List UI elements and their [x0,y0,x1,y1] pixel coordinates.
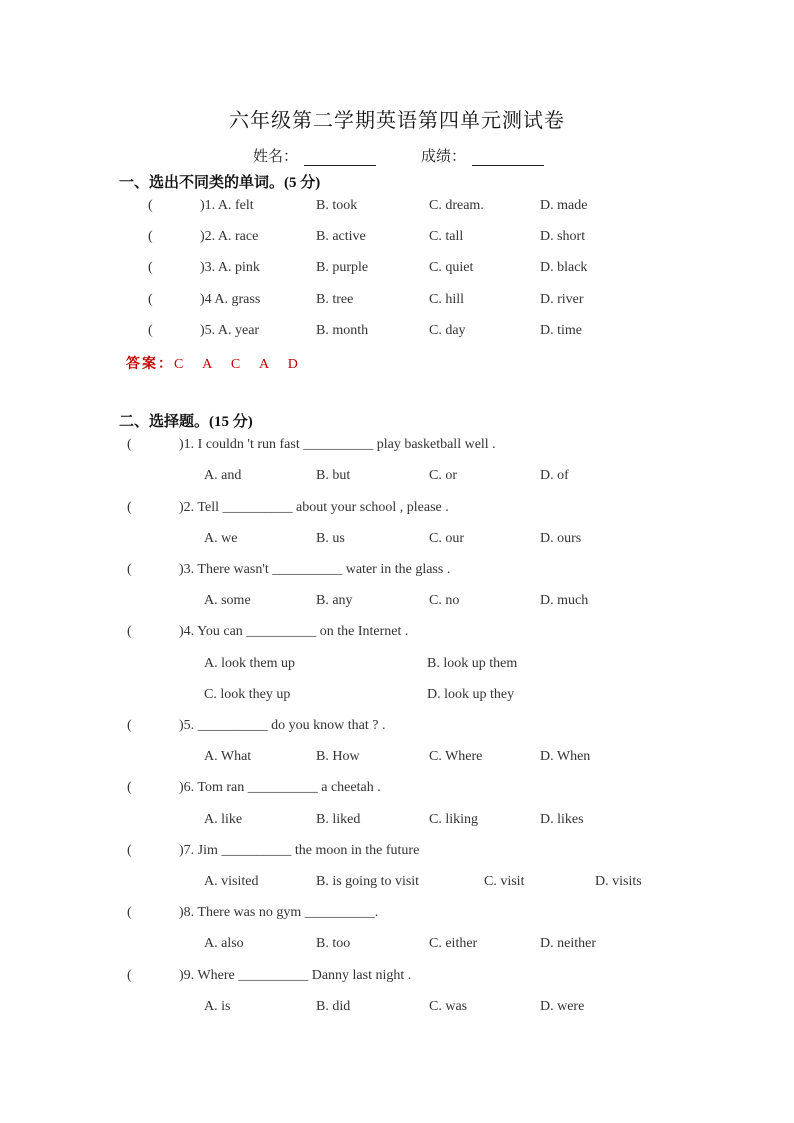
s1-item-option-a: )3. A. pink [200,260,260,275]
score-blank[interactable] [472,151,544,166]
s1-item-option-d: D. river [540,292,584,307]
option-a: A. visited [204,874,259,889]
answer-paren[interactable]: ( [148,260,153,275]
s1-item-option-c: C. day [429,323,466,338]
option-a: A. What [204,749,252,764]
option-c: C. no [429,593,460,608]
s1-item-option-b: B. took [316,198,358,213]
option-d: D. look up they [427,687,515,702]
option-b: B. but [316,468,351,483]
name-blank[interactable] [304,151,376,166]
answer-key [126,353,306,373]
answer-paren[interactable]: ( [127,968,132,983]
s1-item-option-d: D. time [540,323,582,338]
option-b: B. any [316,593,353,608]
option-b: B. us [316,531,345,546]
answer-paren[interactable]: ( [148,323,153,338]
question-stem: )2. Tell __________ about your school , please . [179,500,449,515]
answer-paren[interactable]: ( [148,198,153,213]
option-d: D. much [540,593,589,608]
s1-item-option-c: C. quiet [429,260,474,275]
question-stem: )5. __________ do you know that ? . [179,718,386,733]
option-d: D. of [540,468,569,483]
answer-paren[interactable]: ( [127,624,132,639]
question-stem: )9. Where __________ Danny last night . [179,968,412,983]
option-b: B. is going to visit [316,874,420,889]
s1-item-option-b: B. tree [316,292,354,307]
option-a: A. also [204,936,244,951]
s1-item-option-b: B. purple [316,260,369,275]
s1-item-option-c: C. tall [429,229,464,244]
score-label: 成绩： [421,149,467,165]
option-c: C. either [429,936,478,951]
option-b: B. too [316,936,351,951]
option-d: D. ours [540,531,582,546]
question-stem: )6. Tom ran __________ a cheetah . [179,780,381,795]
s1-item-option-d: D. made [540,198,588,213]
answer-letters: C A C A D [174,357,306,372]
s1-item-option-d: D. short [540,229,586,244]
s1-item-option-a: )4 A. grass [200,292,261,307]
option-c: C. Where [429,749,483,764]
option-b: B. How [316,749,360,764]
option-b: B. look up them [427,656,518,671]
option-a: A. look them up [204,656,295,671]
section2-heading: 二、选择题。(15 分) [119,414,253,430]
score-field [421,145,544,166]
page-title: 六年级第二学期英语第四单元测试卷 [229,110,565,132]
question-stem: )3. There wasn't __________ water in the glass . [179,562,451,577]
question-stem: )8. There was no gym __________. [179,905,379,920]
option-a: A. and [204,468,242,483]
answer-paren[interactable]: ( [127,718,132,733]
s1-item-option-c: C. hill [429,292,465,307]
s1-item-option-d: D. black [540,260,588,275]
s1-item-option-a: )2. A. race [200,229,259,244]
option-d: D. visits [595,874,642,889]
option-c: C. visit [484,874,525,889]
answer-paren[interactable]: ( [127,843,132,858]
question-stem: )1. I couldn 't run fast __________ play basketball well . [179,437,496,452]
name-field [253,145,376,166]
option-c: C. was [429,999,468,1014]
name-label: 姓名： [253,149,299,165]
s1-item-option-b: B. active [316,229,366,244]
option-d: D. were [540,999,585,1014]
option-a: A. some [204,593,251,608]
option-d: D. When [540,749,591,764]
s1-item-option-c: C. dream. [429,198,484,213]
answer-paren[interactable]: ( [127,500,132,515]
option-a: A. is [204,999,231,1014]
option-a: A. like [204,812,243,827]
option-d: D. neither [540,936,596,951]
answer-paren[interactable]: ( [127,562,132,577]
section1-heading: 一、选出不同类的单词。(5 分) [119,175,321,191]
answer-paren[interactable]: ( [127,905,132,920]
option-b: B. liked [316,812,361,827]
question-stem: )4. You can __________ on the Internet . [179,624,409,639]
answer-paren[interactable]: ( [148,229,153,244]
option-b: B. did [316,999,351,1014]
s1-item-option-a: )1. A. felt [200,198,254,213]
s1-item-option-b: B. month [316,323,369,338]
answer-label: 答案： [126,357,174,372]
answer-paren[interactable]: ( [148,292,153,307]
question-stem: )7. Jim __________ the moon in the future [179,843,420,858]
option-d: D. likes [540,812,584,827]
option-a: A. we [204,531,238,546]
option-c: C. look they up [204,687,291,702]
option-c: C. our [429,531,464,546]
s1-item-option-a: )5. A. year [200,323,260,338]
option-c: C. or [429,468,457,483]
answer-paren[interactable]: ( [127,780,132,795]
answer-paren[interactable]: ( [127,437,132,452]
option-c: C. liking [429,812,479,827]
